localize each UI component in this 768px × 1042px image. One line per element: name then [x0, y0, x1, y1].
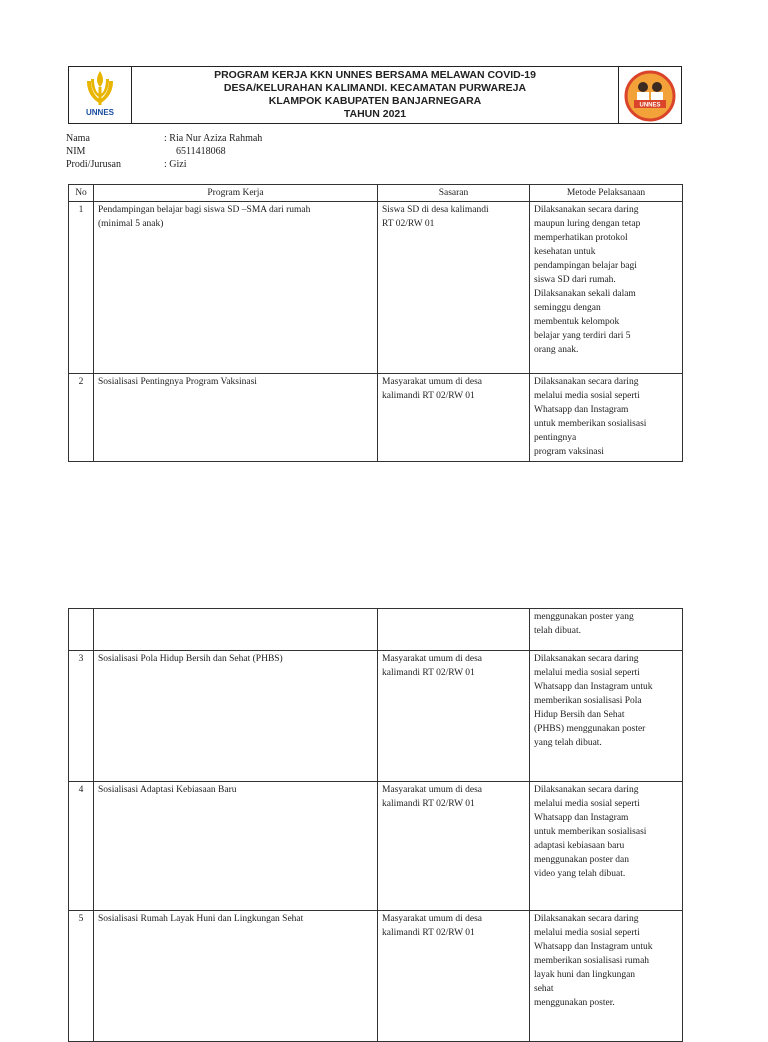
cell-program-line: Sosialisasi Rumah Layak Huni dan Lingkungan Sehat: [98, 914, 304, 924]
info-label: Nama: [66, 133, 90, 144]
cell-metode-line: Whatsapp dan Instagram untuk: [534, 682, 653, 692]
document-header: [68, 66, 682, 124]
cell-metode-line: (PHBS) menggunakan poster: [534, 724, 646, 734]
cell-program: [94, 911, 378, 1042]
info-value: : Gizi: [164, 159, 187, 170]
cell-metode-line: melalui media sosial seperti: [534, 928, 640, 938]
cell-program: [94, 782, 378, 911]
info-value: : Ria Nur Aziza Rahmah: [164, 133, 263, 144]
info-row-nim: [66, 145, 262, 158]
info-label: NIM: [66, 146, 86, 157]
cell-metode-line: memberikan sosialisasi rumah: [534, 956, 650, 966]
program-table-page-1: [68, 184, 683, 462]
title-line: DESA/KELURAHAN KALIMANDI. KECAMATAN PURWAREJA: [223, 82, 527, 94]
cell-metode: [530, 609, 683, 651]
cell-metode-line: menggunakan poster yang: [534, 612, 634, 622]
cell-metode-line: layak huni dan lingkungan: [534, 970, 636, 980]
cell-metode-line: Dilaksanakan secara daring: [534, 785, 639, 795]
unnes-logo-label: UNNES: [85, 108, 114, 117]
title-line: PROGRAM KERJA KKN UNNES BERSAMA MELAWAN COVID-19: [214, 69, 536, 81]
header-program: Program Kerja: [94, 185, 378, 202]
cell-metode-line: sehat: [534, 984, 554, 994]
cell-metode-line: menggunakan poster dan: [534, 855, 629, 865]
title-line: TAHUN 2021: [343, 108, 407, 120]
cell-sasaran-line: kalimandi RT 02/RW 01: [382, 928, 475, 938]
cell-metode-line: Dilaksanakan secara daring: [534, 914, 639, 924]
cell-program-line: Sosialisasi Adaptasi Kebiasaan Baru: [98, 785, 237, 795]
cell-metode-line: melalui media sosial seperti: [534, 391, 640, 401]
cell-sasaran-line: Masyarakat umum di desa: [382, 654, 482, 664]
cell-metode-line: Dilaksanakan secara daring: [534, 205, 639, 215]
cell-metode-line: membentuk kelompok: [534, 317, 620, 327]
cell-metode-line: orang anak.: [534, 345, 579, 355]
cell-no: 3: [69, 651, 94, 782]
program-table-page-2: [68, 608, 683, 1042]
cell-metode-line: melalui media sosial seperti: [534, 799, 640, 809]
cell-metode-line: seminggu dengan: [534, 303, 601, 313]
cell-metode-line: kesehatan untuk: [534, 247, 596, 257]
cell-sasaran-line: RT 02/RW 01: [382, 219, 435, 229]
cell-no: 4: [69, 782, 94, 911]
cell-metode-line: memberikan sosialisasi Pola: [534, 696, 642, 706]
cell-metode-line: telah dibuat.: [534, 626, 581, 636]
cell-metode: [530, 651, 683, 782]
cell-program-line: Sosialisasi Pentingnya Program Vaksinasi: [98, 377, 257, 387]
cell-metode-line: belajar yang terdiri dari 5: [534, 331, 631, 341]
cell-sasaran: [378, 609, 530, 651]
cell-metode-line: pentingnya: [534, 433, 577, 443]
student-info: [66, 132, 262, 171]
cell-metode-line: maupun luring dengan tetap: [534, 219, 641, 229]
header-sasaran: Sasaran: [378, 185, 530, 202]
kkn-badge-icon: [619, 67, 681, 125]
cell-sasaran-line: Masyarakat umum di desa: [382, 914, 482, 924]
cell-program: [94, 374, 378, 462]
cell-metode-line: untuk memberikan sosialisasi: [534, 827, 647, 837]
cell-metode-line: melalui media sosial seperti: [534, 668, 640, 678]
cell-metode-line: untuk memberikan sosialisasi: [534, 419, 647, 429]
cell-metode-line: pendampingan belajar bagi: [534, 261, 637, 271]
table-header-row: [69, 185, 683, 202]
cell-sasaran: [378, 374, 530, 462]
cell-metode-line: menggunakan poster.: [534, 998, 615, 1008]
cell-metode-line: adaptasi kebiasaan baru: [534, 841, 625, 851]
cell-metode-line: Dilaksanakan secara daring: [534, 377, 639, 387]
cell-metode-line: yang telah dibuat.: [534, 738, 602, 748]
table-row: [69, 782, 683, 911]
cell-program: [94, 609, 378, 651]
info-label: Prodi/Jurusan: [66, 159, 121, 170]
cell-no: 5: [69, 911, 94, 1042]
document-title: [132, 67, 618, 123]
cell-program: [94, 651, 378, 782]
info-value: 6511418068: [176, 146, 226, 157]
title-line: KLAMPOK KABUPATEN BANJARNEGARA: [268, 95, 482, 107]
cell-metode: [530, 374, 683, 462]
cell-no: 1: [69, 202, 94, 374]
cell-sasaran-line: Masyarakat umum di desa: [382, 377, 482, 387]
cell-no: 2: [69, 374, 94, 462]
table-row: [69, 911, 683, 1042]
cell-sasaran: [378, 202, 530, 374]
cell-program-line: (minimal 5 anak): [98, 219, 164, 229]
cell-program-line: Sosialisasi Pola Hidup Bersih dan Sehat (PHBS): [98, 654, 283, 664]
cell-sasaran-line: kalimandi RT 02/RW 01: [382, 668, 475, 678]
cell-metode-line: video yang telah dibuat.: [534, 869, 626, 879]
header-metode: Metode Pelaksanaan: [530, 185, 683, 202]
cell-metode-line: Whatsapp dan Instagram untuk: [534, 942, 653, 952]
info-row-prodi: [66, 158, 262, 171]
cell-sasaran-line: kalimandi RT 02/RW 01: [382, 799, 475, 809]
cell-sasaran: [378, 911, 530, 1042]
kkn-badge-logo: [618, 67, 681, 123]
cell-sasaran-line: kalimandi RT 02/RW 01: [382, 391, 475, 401]
cell-metode-line: Dilaksanakan secara daring: [534, 654, 639, 664]
cell-sasaran-line: Siswa SD di desa kalimandi: [382, 205, 489, 215]
table-row: [69, 609, 683, 651]
kkn-badge-label: UNNES: [639, 102, 661, 109]
cell-metode-line: Dilaksanakan sekali dalam: [534, 289, 636, 299]
cell-metode-line: memperhatikan protokol: [534, 233, 628, 243]
unnes-logo: [69, 67, 132, 123]
cell-program-line: Pendampingan belajar bagi siswa SD –SMA dari rumah: [98, 205, 311, 215]
table-row: [69, 202, 683, 374]
cell-metode-line: program vaksinasi: [534, 447, 604, 457]
cell-sasaran: [378, 651, 530, 782]
cell-sasaran-line: Masyarakat umum di desa: [382, 785, 482, 795]
header-no: No: [69, 185, 94, 202]
cell-metode-line: Whatsapp dan Instagram: [534, 813, 629, 823]
cell-metode: [530, 782, 683, 911]
cell-metode-line: Hidup Bersih dan Sehat: [534, 710, 625, 720]
cell-metode: [530, 202, 683, 374]
cell-no: [69, 609, 94, 651]
cell-metode-line: Whatsapp dan Instagram: [534, 405, 629, 415]
cell-metode: [530, 911, 683, 1042]
cell-metode-line: siswa SD dari rumah.: [534, 275, 616, 285]
cell-program: [94, 202, 378, 374]
cell-sasaran: [378, 782, 530, 911]
table-row: [69, 374, 683, 462]
table-row: [69, 651, 683, 782]
info-row-nama: [66, 132, 262, 145]
